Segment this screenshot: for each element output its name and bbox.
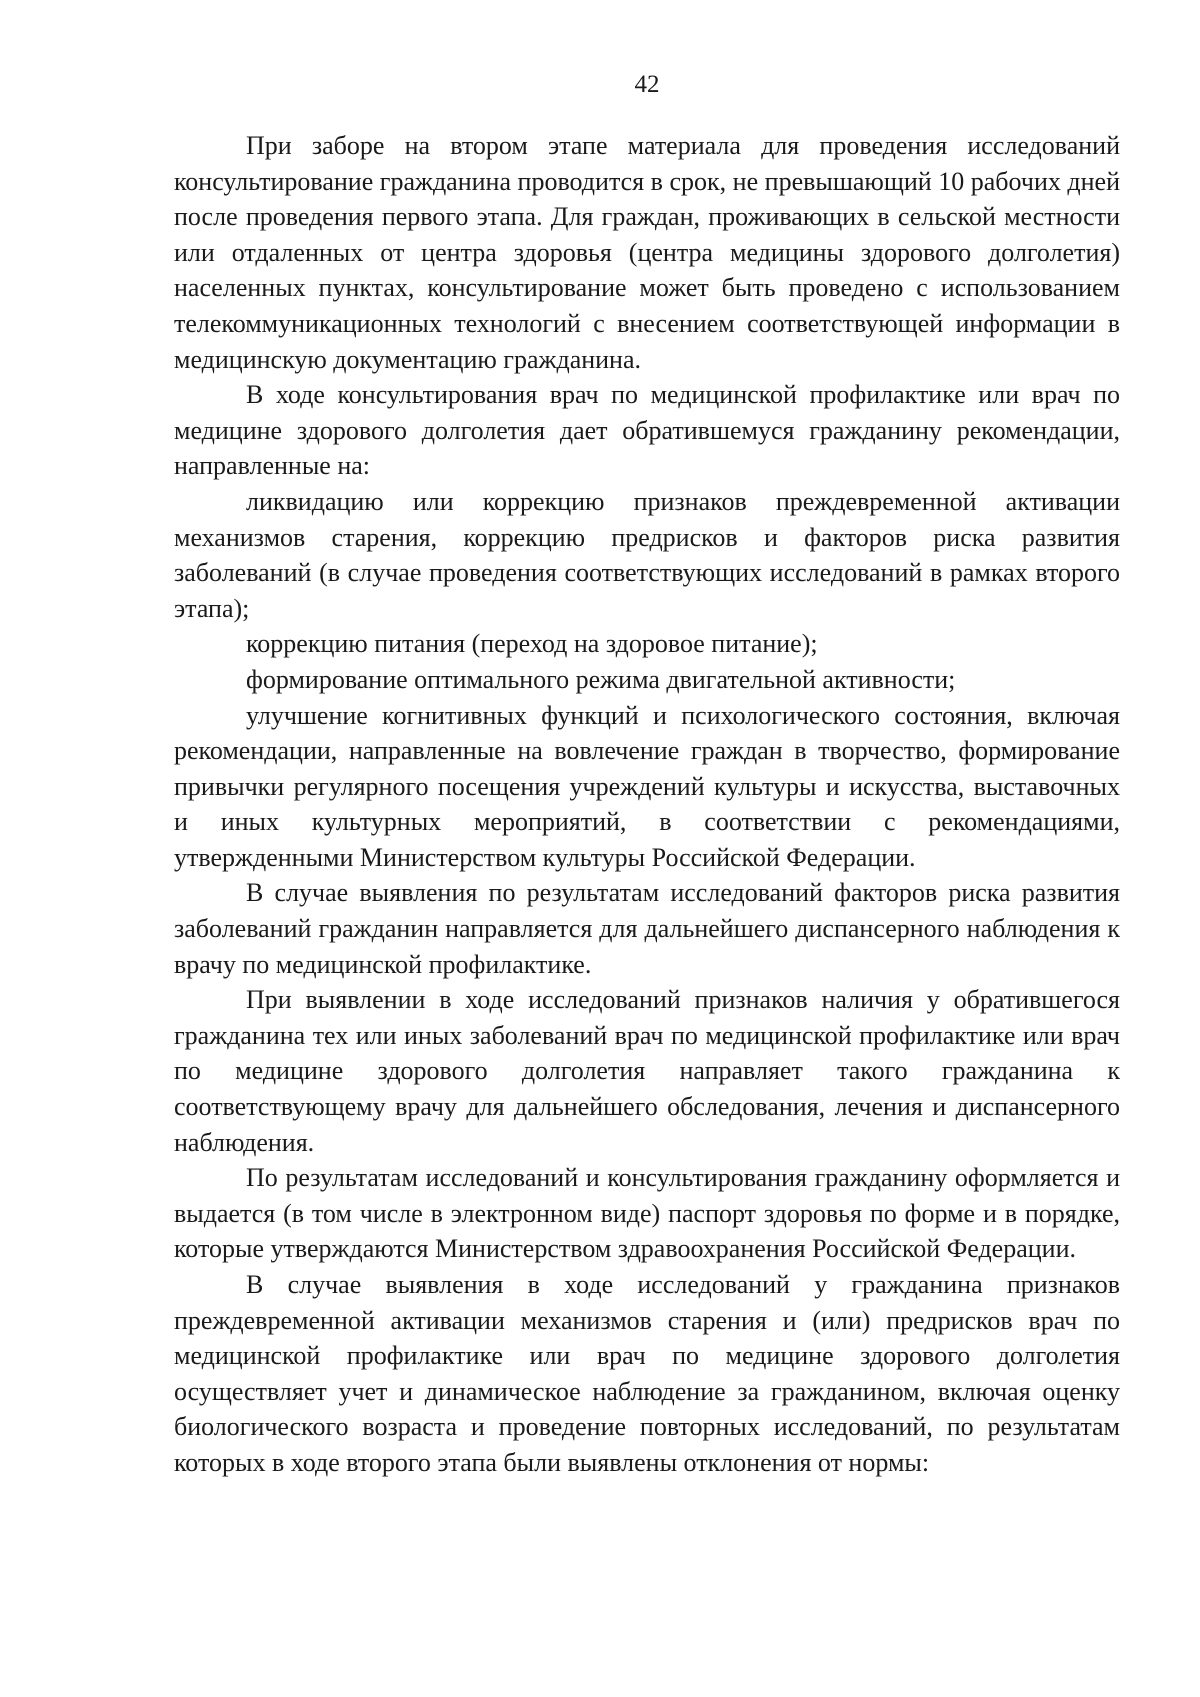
- paragraph-dynamic-observation: В случае выявления в ходе исследований у гражданина признаков преждевременной активации механизмов старения и (или) предрисков врач по медицинской профилактике или врач по медицине здорового долголетия осуществляет учет и динамическое наблюдение за гражданином, включая оценку биологического возраста и проведение повторных исследований, по результатам которых в ходе второго этапа были выявлены отклонения от нормы:: [174, 1270, 1120, 1477]
- document-body: [174, 128, 1120, 1481]
- paragraph-risk-factors-referral: В случае выявления по результатам исследований факторов риска развития заболеваний гражданин направляется для дальнейшего диспансерного наблюдения к врачу по медицинской профилактике.: [174, 878, 1120, 979]
- paragraph-physical-activity: формирование оптимального режима двигательной активности;: [246, 664, 956, 694]
- paragraph-consultation-timing: При заборе на втором этапе материала для проведения исследований консультирование гражданина проводится в срок, не превышающий 10 рабочих дней после проведения первого этапа. Для граждан, проживающих в сельской местности или отдаленных от центра здоровья (центра медицины здорового долголетия) населенных пунктах, консультирование может быть проведено с использованием телекоммуникационных технологий с внесением соответствующей информации в медицинскую документацию гражданина.: [174, 131, 1120, 374]
- paragraph-health-passport: По результатам исследований и консультирования гражданину оформляется и выдается (в том числе в электронном виде) паспорт здоровья по форме и в порядке, которые утверждаются Министерством здравоохранения Российской Федерации.: [174, 1163, 1120, 1264]
- paragraph-disease-referral: При выявлении в ходе исследований признаков наличия у обратившегося гражданина тех или иных заболеваний врач по медицинской профилактике или врач по медицине здорового долголетия направляет такого гражданина к соответствующему врачу для дальнейшего обследования, лечения и диспансерного наблюдения.: [174, 985, 1120, 1157]
- paragraph-aging-correction: ликвидацию или коррекцию признаков преждевременной активации механизмов старения, коррекцию предрисков и факторов риска развития заболеваний (в случае проведения соответствующих исследований в рамках второго этапа);: [174, 486, 1120, 623]
- paragraph-recommendations-intro: В ходе консультирования врач по медицинской профилактике или врач по медицине здорового долголетия дает обратившемуся гражданину рекомендации, направленные на:: [174, 380, 1120, 481]
- paragraph-cognitive-functions: улучшение когнитивных функций и психологического состояния, включая рекомендации, направленные на вовлечение граждан в творчество, формирование привычки регулярного посещения учреждений культуры и искусства, выставочных и иных культурных мероприятий, в соответствии с рекомендациями, утвержденными Министерством культуры Российской Федерации.: [174, 700, 1120, 872]
- page-number: 42: [634, 71, 660, 98]
- paragraph-nutrition: коррекцию питания (переход на здоровое питание);: [246, 629, 818, 659]
